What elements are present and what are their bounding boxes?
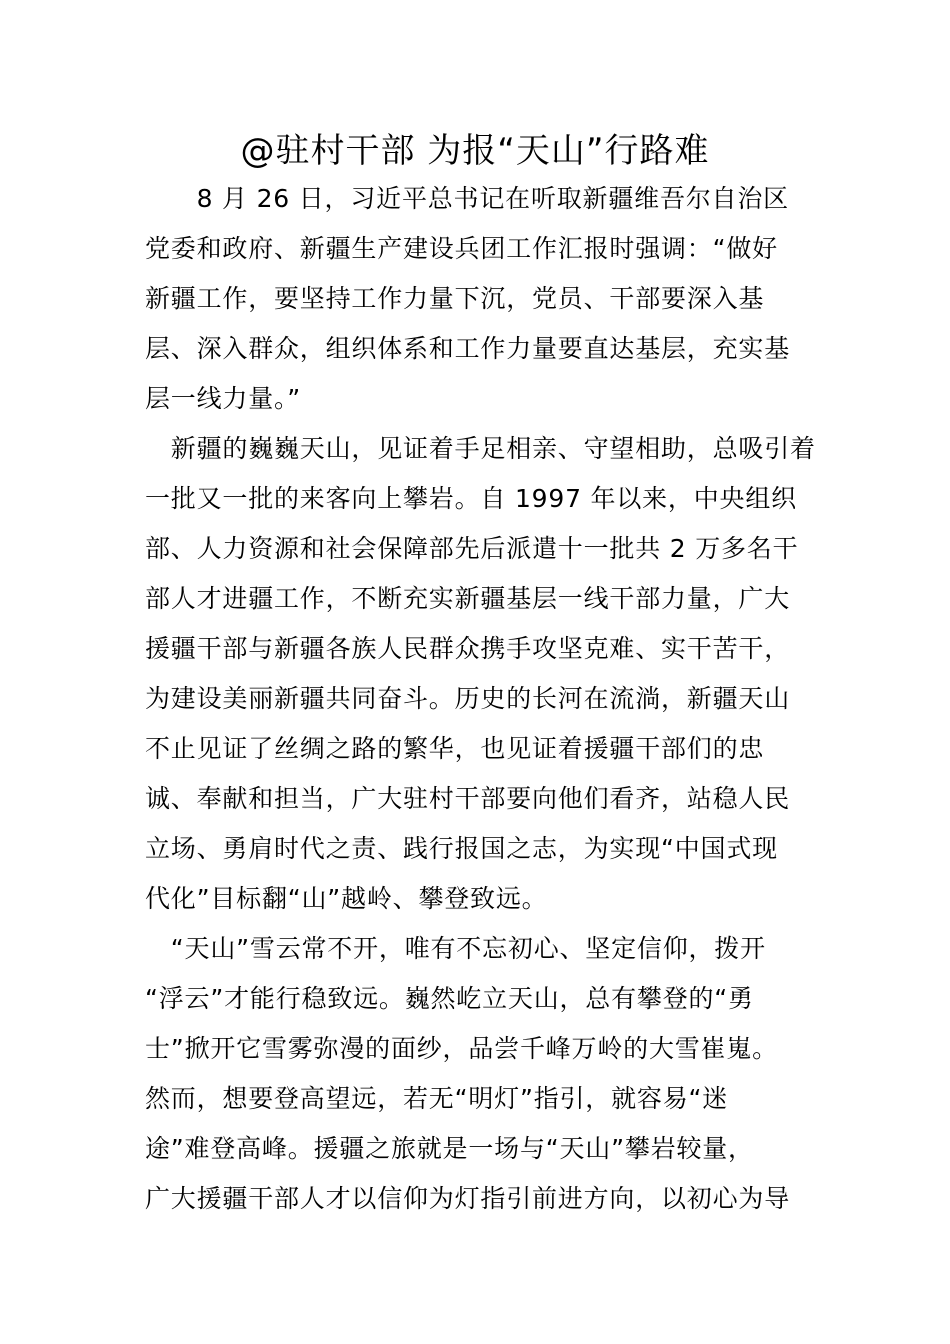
body-line: 代化”目标翻“山”越岭、攀登致远。	[145, 884, 548, 913]
body-line: 途”难登高峰。援疆之旅就是一场与“天山”攀岩较量，	[145, 1134, 754, 1163]
body-line: 为建设美丽新疆共同奋斗。历史的长河在流淌，新疆天山	[145, 684, 791, 713]
body-line: 诚、奉献和担当，广大驻村干部要向他们看齐，站稳人民	[145, 784, 791, 813]
body-line: 部人才进疆工作，不断充实新疆基层一线干部力量，广大	[145, 584, 791, 613]
body-line: 然而，想要登高望远，若无“明灯”指引，就容易“迷	[145, 1084, 729, 1113]
body-line: 部、人力资源和社会保障部先后派遣十一批共 2 万多名干	[145, 534, 799, 563]
body-line: 援疆干部与新疆各族人民群众携手攻坚克难、实干苦干，	[145, 634, 791, 663]
body-line: 立场、勇肩时代之责、践行报国之志，为实现“中国式现	[145, 834, 778, 863]
body-line: 党委和政府、新疆生产建设兵团工作汇报时强调：“做好	[145, 234, 778, 263]
body-line: 广大援疆干部人才以信仰为灯指引前进方向，以初心为导	[145, 1184, 791, 1213]
body-line: 士”掀开它雪雾弥漫的面纱，品尝千峰万岭的大雪崔嵬。	[145, 1034, 778, 1063]
body-line: 新疆的巍巍天山，见证着手足相亲、守望相助，总吸引着	[145, 434, 816, 463]
body-line: 不止见证了丝绸之路的繁华，也见证着援疆干部们的忠	[145, 734, 765, 763]
body-line: 一批又一批的来客向上攀岩。自 1997 年以来，中央组织	[145, 484, 797, 513]
body-line: 层、深入群众，组织体系和工作力量要直达基层，充实基	[145, 334, 791, 363]
body-line: “天山”雪云常不开，唯有不忘初心、坚定信仰，拨开	[145, 934, 766, 963]
body-line: 新疆工作，要坚持工作力量下沉，党员、干部要深入基	[145, 284, 765, 313]
document-title: @驻村干部 为报“天山”行路难	[240, 131, 710, 171]
body-line: 8 月 26 日，习近平总书记在听取新疆维吾尔自治区	[145, 184, 789, 213]
body-line: “浮云”才能行稳致远。巍然屹立天山，总有攀登的“勇	[145, 984, 754, 1013]
body-line: 层一线力量。”	[145, 384, 302, 413]
